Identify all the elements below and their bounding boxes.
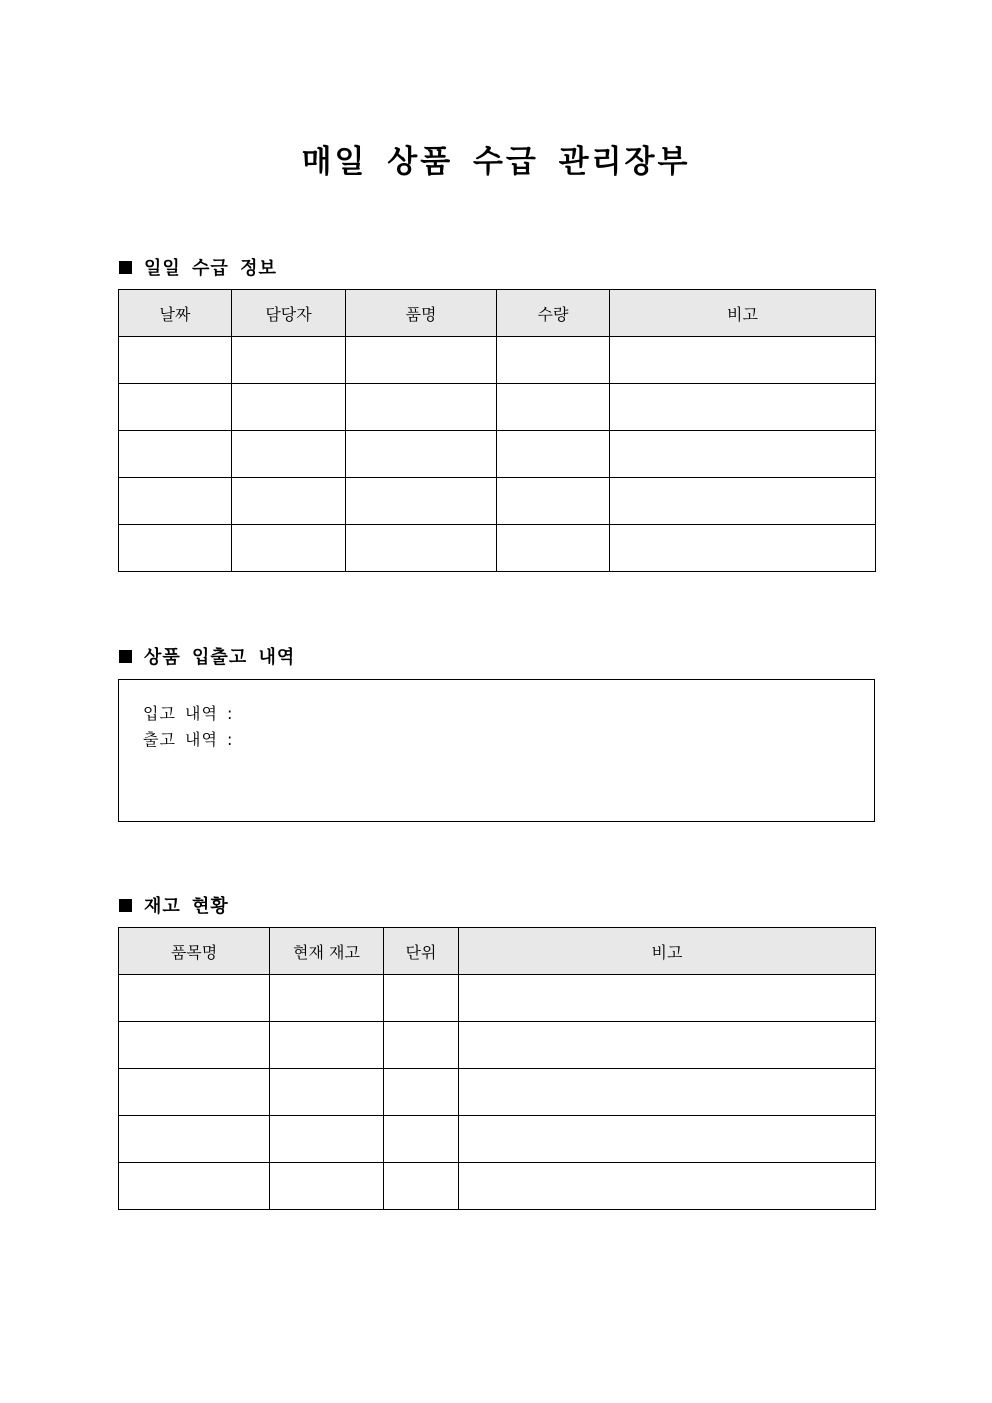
table-row: [119, 384, 876, 431]
table-cell[interactable]: [610, 525, 876, 572]
column-header-remarks: 비고: [610, 290, 876, 337]
table-cell[interactable]: [232, 525, 346, 572]
table-cell[interactable]: [459, 1069, 876, 1116]
table-cell[interactable]: [497, 478, 610, 525]
section-heading-inout: [119, 643, 295, 669]
column-header-item-name: 품명: [346, 290, 497, 337]
table-cell[interactable]: [384, 975, 459, 1022]
table-row: [119, 1163, 876, 1210]
table-cell[interactable]: [232, 384, 346, 431]
table-cell[interactable]: [119, 384, 232, 431]
column-header-remarks: 비고: [459, 928, 876, 975]
section-heading-daily-supply: [119, 254, 277, 280]
table-cell[interactable]: [119, 1163, 270, 1210]
table-cell[interactable]: [459, 1116, 876, 1163]
table-row: [119, 525, 876, 572]
inout-memo-box[interactable]: [118, 679, 875, 822]
table-cell[interactable]: [497, 337, 610, 384]
table-cell[interactable]: [384, 1022, 459, 1069]
table-cell[interactable]: [270, 1069, 384, 1116]
table-cell[interactable]: [119, 478, 232, 525]
table-cell[interactable]: [119, 1069, 270, 1116]
document-title: 매일 상품 수급 관리장부: [301, 144, 691, 180]
table-cell[interactable]: [497, 384, 610, 431]
table-cell[interactable]: [270, 1116, 384, 1163]
table-cell[interactable]: [610, 337, 876, 384]
table-cell[interactable]: [459, 1022, 876, 1069]
table-row: [119, 478, 876, 525]
table-cell[interactable]: [346, 478, 497, 525]
table-cell[interactable]: [232, 431, 346, 478]
section-heading-label: 일일 수급 정보: [144, 258, 277, 279]
table-cell[interactable]: [346, 384, 497, 431]
table-header-row: [119, 290, 876, 337]
table-row: [119, 1022, 876, 1069]
table-row: [119, 337, 876, 384]
square-bullet-icon: [119, 650, 132, 663]
table-cell[interactable]: [497, 525, 610, 572]
column-header-manager: 담당자: [232, 290, 346, 337]
column-header-unit: 단위: [384, 928, 459, 975]
section-heading-label: 상품 입출고 내역: [144, 647, 296, 668]
table-cell[interactable]: [497, 431, 610, 478]
inbound-label: 입고 내역 :: [143, 704, 234, 723]
square-bullet-icon: [119, 261, 132, 274]
table-cell[interactable]: [346, 431, 497, 478]
table-row: [119, 975, 876, 1022]
table-cell[interactable]: [270, 1163, 384, 1210]
table-cell[interactable]: [232, 337, 346, 384]
table-cell[interactable]: [610, 431, 876, 478]
table-row: [119, 1116, 876, 1163]
table-cell[interactable]: [384, 1116, 459, 1163]
table-header-row: [119, 928, 876, 975]
section-heading-inventory: [119, 892, 229, 918]
outbound-label: 출고 내역 :: [143, 730, 234, 749]
table-cell[interactable]: [270, 1022, 384, 1069]
table-cell[interactable]: [346, 337, 497, 384]
table-cell[interactable]: [270, 975, 384, 1022]
table-row: [119, 431, 876, 478]
daily-supply-table: [118, 289, 876, 572]
table-cell[interactable]: [384, 1069, 459, 1116]
table-cell[interactable]: [119, 431, 232, 478]
table-cell[interactable]: [119, 975, 270, 1022]
table-cell[interactable]: [119, 337, 232, 384]
table-row: [119, 1069, 876, 1116]
inventory-table: [118, 927, 876, 1210]
column-header-date: 날짜: [119, 290, 232, 337]
table-cell[interactable]: [459, 1163, 876, 1210]
section-heading-label: 재고 현황: [144, 896, 229, 917]
table-cell[interactable]: [610, 478, 876, 525]
table-cell[interactable]: [459, 975, 876, 1022]
table-cell[interactable]: [119, 525, 232, 572]
table-cell[interactable]: [119, 1022, 270, 1069]
square-bullet-icon: [119, 899, 132, 912]
table-cell[interactable]: [232, 478, 346, 525]
column-header-current-stock: 현재 재고: [270, 928, 384, 975]
table-cell[interactable]: [346, 525, 497, 572]
table-cell[interactable]: [610, 384, 876, 431]
column-header-quantity: 수량: [497, 290, 610, 337]
table-cell[interactable]: [384, 1163, 459, 1210]
table-cell[interactable]: [119, 1116, 270, 1163]
column-header-item-name: 품목명: [119, 928, 270, 975]
